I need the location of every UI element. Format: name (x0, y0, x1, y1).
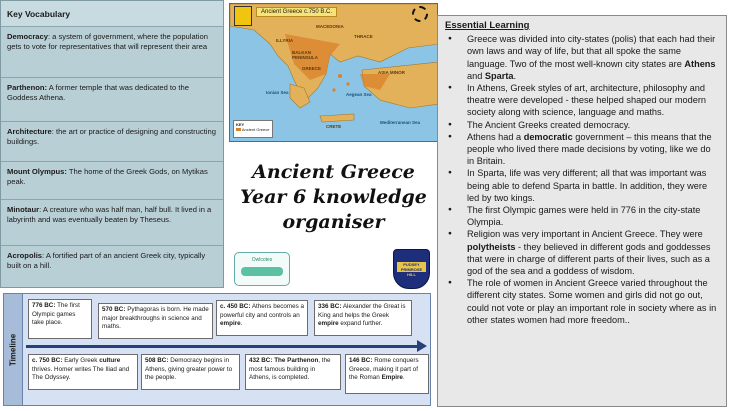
map-label-crete: CRETE (326, 124, 342, 129)
national-geographic-logo-icon (234, 6, 252, 26)
timeline-event: c. 750 BC: Early Greek culture thrives. Homer writes The Iliad and The Odyssey. (28, 354, 138, 390)
school-crest-icon: PUDSEY PRIMROSE HILL (393, 249, 430, 289)
timeline-event: 776 BC: The first Olympic games take place. (28, 299, 92, 339)
list-item: ● In Sparta, life was very different; all that was important was being able to defend Sparta in battle. In addition, they were led by two kings. (467, 167, 720, 204)
list-item: ● The Ancient Greeks created democracy. (467, 119, 720, 131)
vocab-item-mount-olympus: Mount Olympus: The home of the Greek Gods, on Mytikas peak. (1, 162, 223, 200)
timeline-panel (3, 293, 431, 406)
list-item: ● Greece was divided into city-states (polis) that each had their own laws and way of life, but that all spoke the same language. Two of the most well-known city states are Athens and Sparta. (467, 33, 720, 82)
vocab-item-acropolis: Acropolis: A fortified part of an ancient Greek city, typically built on a hill. (7, 251, 206, 270)
list-item: ● The role of women in Ancient Greece varied throughout the different city states. Some women and girls did not go out, could not vote or play an important role in society where as in other states women had more freedom.. (467, 277, 720, 326)
timeline-arrow (26, 345, 420, 348)
map-label-asia-minor: ASIA MINOR (378, 70, 405, 75)
map-label-greece: GREECE (302, 66, 322, 71)
list-item: ● The first Olympic games were held in 776 in the city-state Olympia. (467, 204, 720, 228)
essential-learning-list (445, 33, 720, 326)
timeline-label: Timeline (4, 294, 23, 405)
list-item: ● Athens had a democratic government – this means that the people who lived there made decisions by voting, like we do in Britain. (467, 131, 720, 168)
vocab-heading: Key Vocabulary (1, 1, 223, 27)
essential-learning-panel (437, 15, 727, 407)
list-item: ● Religion was very important in Ancient Greece. They were polytheists - they believed in different gods and goddesses that were in charge of different parts of their lives, such as a god of the sea and a goddess of wisdom. (467, 228, 720, 277)
organiser-title: Ancient Greece Year 6 knowledge organiser (240, 161, 427, 233)
list-item: ● In Athens, Greek styles of art, architecture, philosophy and theatre were developed - these helped shaped our modern society along with science, language and maths. (467, 82, 720, 119)
map-label-ionian: Ionian Sea (266, 90, 289, 95)
map-label-thrace: THRACE (354, 34, 373, 39)
map-label-balkan: BALKAN PENINSULA (292, 50, 319, 60)
ancient-greece-map (229, 3, 438, 142)
timeline-event: 508 BC: Democracy begins in Athens, giving greater power to the people. (141, 354, 240, 390)
map-title: Ancient Greece c.750 B.C. (256, 7, 337, 17)
vocab-item-democracy: Democracy: a system of government, where the population gets to vote for representatives that will represent their area (1, 27, 223, 78)
key-vocabulary-panel (0, 0, 224, 288)
map-label-macedonia: MACEDONIA (316, 24, 344, 29)
essential-learning-heading: Essential Learning (445, 20, 530, 31)
vocab-item-parthenon: Parthenon: A former temple that was dedicated to the Goddess Athena. (1, 78, 223, 122)
timeline-event: 570 BC: Pythagoras is born. He made major breakthroughs in science and maths. (98, 303, 213, 339)
sun-doodle-icon (412, 6, 428, 22)
vocab-item-architecture: Architecture: the art or practice of designing and constructing buildings. (1, 122, 223, 162)
owlcotes-logo-icon: Owlcotes (234, 252, 290, 286)
timeline-arrowhead-icon (417, 340, 427, 352)
map-label-illyria: ILLYRIA (276, 38, 294, 43)
map-label-mediterranean: Mediterranean Sea (380, 120, 421, 125)
map-label-aegean: Aegean Sea (346, 92, 372, 97)
timeline-event: 336 BC: Alexander the Great is King and helps the Greek empire expand further. (314, 300, 412, 336)
timeline-event: 432 BC: The Parthenon, the most famous building in Athens, is completed. (245, 354, 341, 390)
vocab-item-minotaur: Minotaur: A creature who was half man, half bull. It lived in a labyrinth and was eventually beaten by Theseus. (1, 200, 223, 246)
timeline-event: c. 450 BC: Athens becomes a powerful city and controls an empire. (216, 300, 308, 336)
map-key: KEY Ancient Greece (233, 120, 273, 138)
timeline-event: 146 BC: Rome conquers Greece, making it part of the Roman Empire. (345, 354, 429, 394)
